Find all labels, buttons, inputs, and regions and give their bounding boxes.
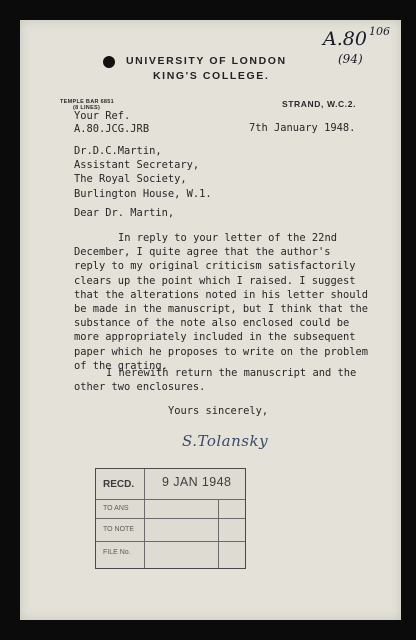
body-line: be made in the manuscript, but I think that the [74,302,369,315]
reference-value: A.80.JCG.JRB [74,123,150,135]
letter-page [20,20,401,620]
closing: Yours sincerely, [168,405,269,417]
body-line: that the alterations noted in his letter should [74,288,369,301]
salutation: Dear Dr. Martin, [74,207,175,219]
archive-mark-ref: A.80 [323,28,367,50]
body-line: paper which he proposes to write on the problem [74,345,369,358]
stamp-received-date: 9 JAN 1948 [162,475,232,489]
body-paragraph-1 [74,231,368,373]
stamp-to-ans-label: TO ANS [103,505,129,512]
letterhead-address: STRAND, W.C.2. [282,99,357,109]
letterhead-college: KING'S COLLEGE. [153,70,270,82]
stamp-file-no-label: FILE No. [103,549,131,556]
body-line: of the grating. [74,359,168,372]
letterhead-phone: TEMPLE BAR 6851 [60,99,115,105]
recipient-address [74,144,212,201]
archive-mark-number: (94) [338,52,363,66]
recipient-line: The Royal Society, [74,173,187,186]
body-line: more appropriately included in the subsequent [74,331,356,344]
received-stamp [95,468,246,569]
recipient-line: Assistant Secretary, [74,159,200,172]
signature: S.Tolansky [182,432,269,450]
body-paragraph-2 [74,366,356,394]
body-line: December, I quite agree that the author's [74,246,331,259]
recipient-line: Dr.D.C.Martin, [74,145,162,157]
university-seal-icon [103,56,115,68]
body-line: clears up the point which I raised. I suggest [74,274,356,287]
stamp-to-note-label: TO NOTE [103,526,134,533]
letterhead-university: UNIVERSITY OF LONDON [126,55,287,67]
body-line: reply to my original criticism satisfactorily [74,260,356,273]
letterhead-phone-lines: (8 LINES) [73,105,101,111]
body-line: substance of the note also enclosed could be [74,317,350,330]
archive-folio-number: 106 [369,25,390,38]
body-line: I herewith return the manuscript and the [106,367,357,379]
recipient-line: Burlington House, W.1. [74,187,212,200]
body-line: other two enclosures. [74,381,206,394]
body-line: In reply to your letter of the 22nd [118,232,337,244]
stamp-recd-label: RECD. [103,479,135,490]
reference-label: Your Ref. [74,110,131,122]
letter-date: 7th January 1948. [249,122,356,134]
